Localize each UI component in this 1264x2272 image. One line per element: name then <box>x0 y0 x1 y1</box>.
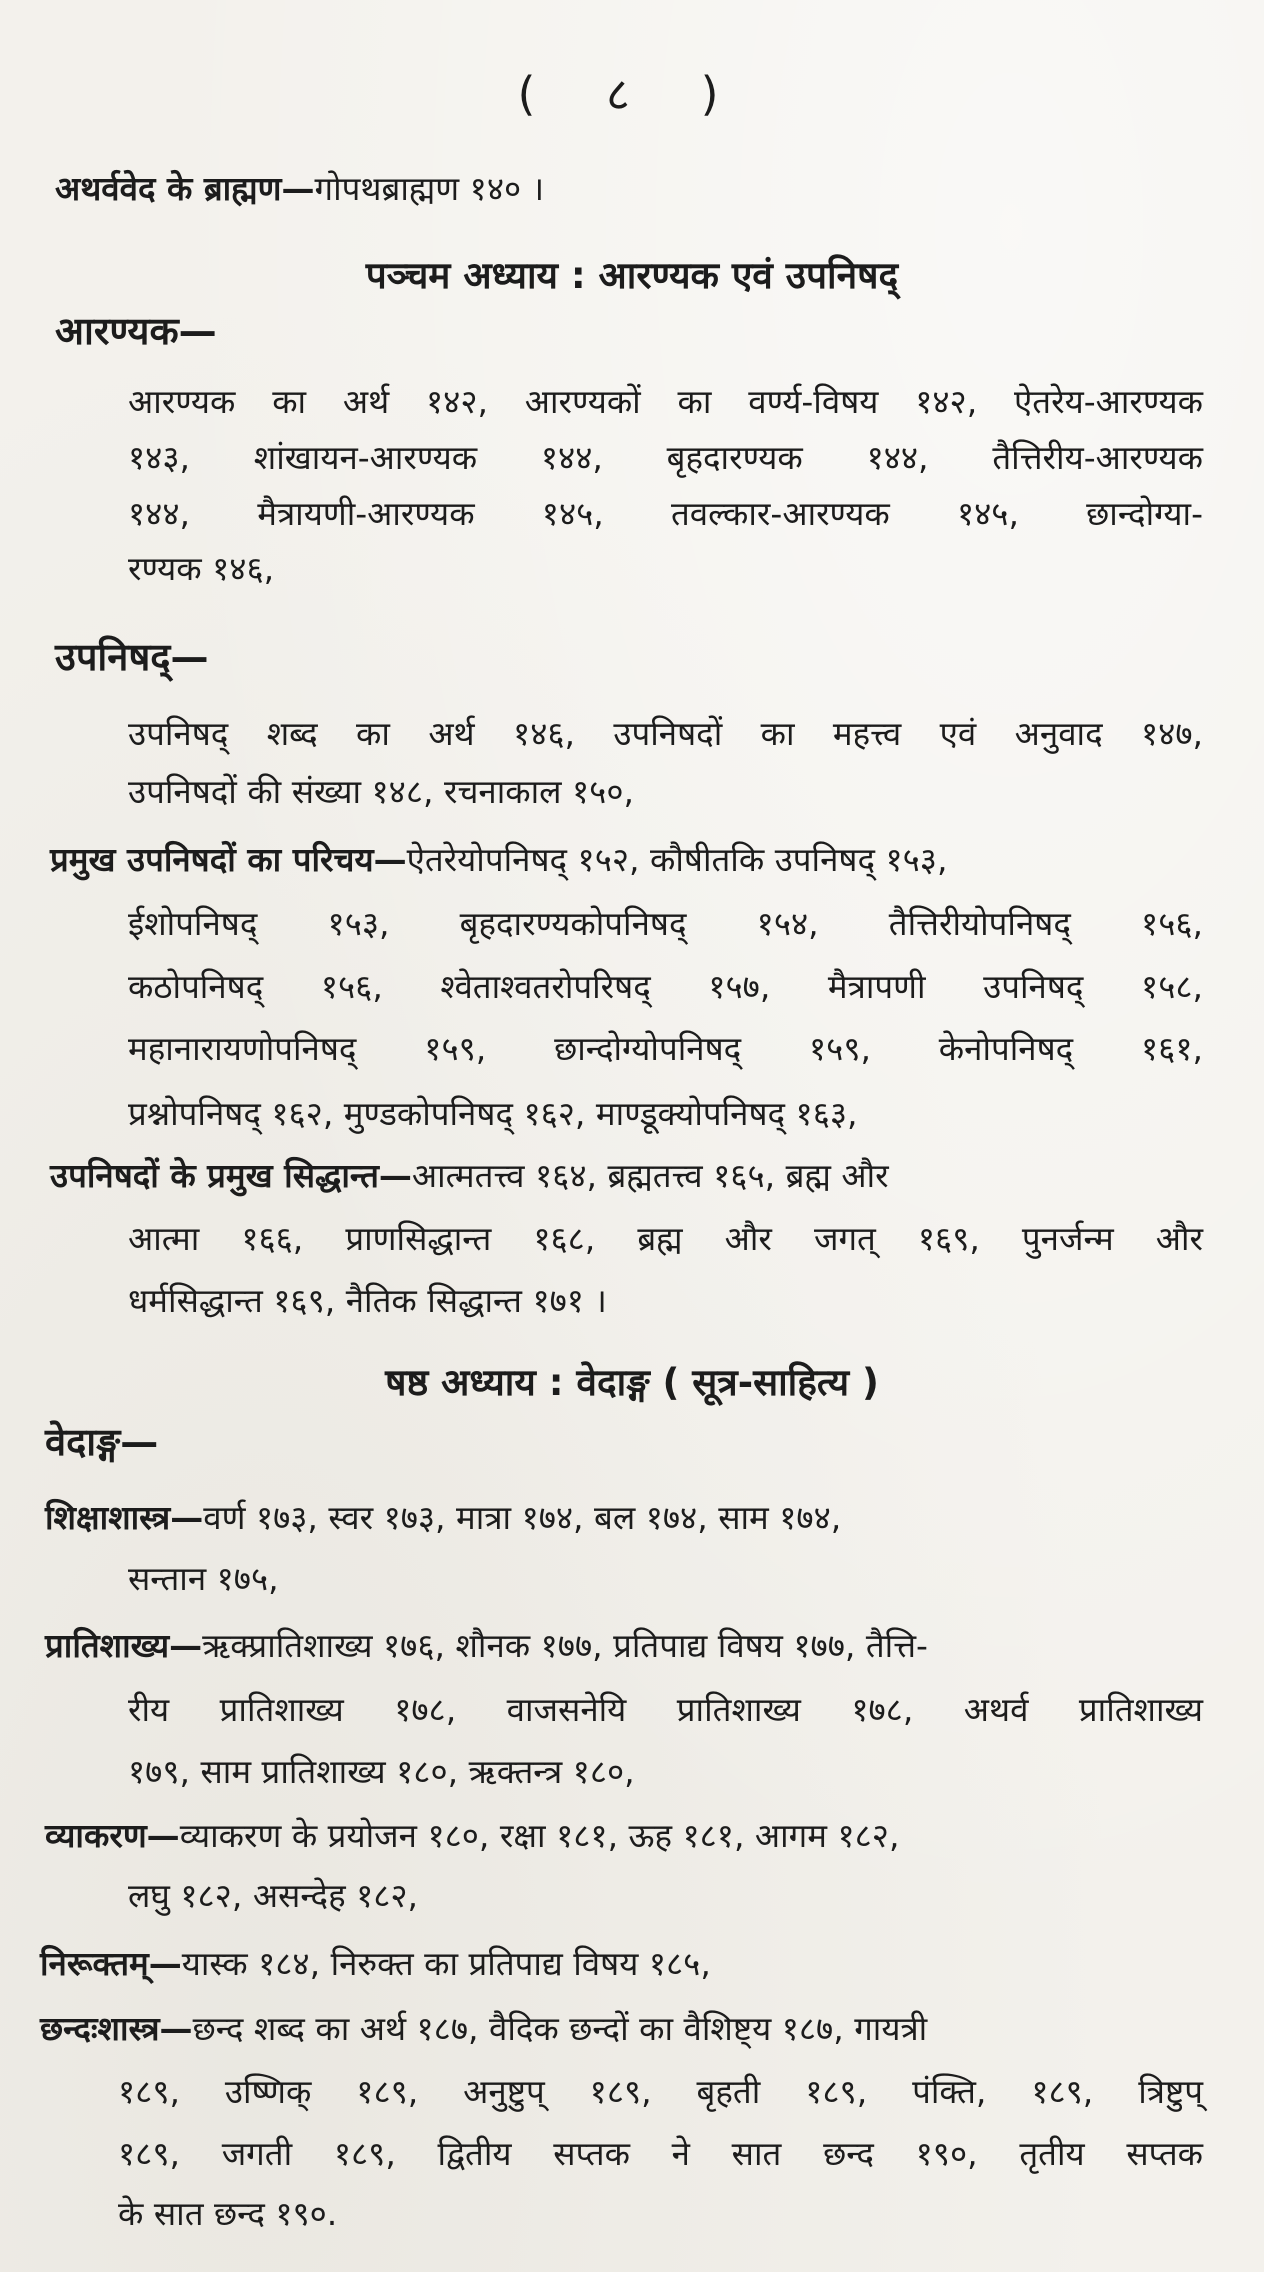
upanishad-line-1: उपनिषद् शब्द का अर्थ १४६, उपनिषदों का महत्त्व एवं अनुवाद १४७, <box>128 714 1203 753</box>
atharvaveda-text: गोपथब्राह्मण १४० । <box>314 169 545 208</box>
pramukh-first: ऐतरेयोपनिषद् १५२, कौषीतकि उपनिषद् १५३, <box>406 840 948 879</box>
vyakaran-line-2: लघु १८२, असन्देह १८२, <box>128 1876 419 1915</box>
upanishad-line-2: उपनिषदों की संख्या १४८, रचनाकाल १५०, <box>128 772 634 811</box>
pratishakhya-line-3: १७९, साम प्रातिशाख्य १८०, ऋक्तन्त्र १८०, <box>128 1752 635 1791</box>
vyakaran-line-1 <box>45 1812 899 1857</box>
siddhant-line-2: आत्मा १६६, प्राणसिद्धान्त १६८, ब्रह्म और जगत् १६९, पुनर्जन्म और <box>128 1219 1203 1258</box>
pratishakhya-line-2: रीय प्रातिशाख्य १७८, वाजसनेयि प्रातिशाख्य १७८, अथर्व प्रातिशाख्य <box>128 1690 1203 1729</box>
aranyak-line-2: १४३, शांखायन-आरण्यक १४४, बृहदारण्यक १४४, तैत्तिरीय-आरण्यक <box>128 438 1203 477</box>
nirukt-line <box>40 1940 711 1985</box>
atharvaveda-line <box>55 165 544 210</box>
siddhant-line-1 <box>50 1152 889 1197</box>
pramukh-label: प्रमुख उपनिषदों का परिचय— <box>50 840 407 879</box>
nirukt-first: यास्क १८४, निरुक्त का प्रतिपाद्य विषय १८५, <box>181 1944 711 1983</box>
aranyak-line-4: रण्यक १४६, <box>128 549 275 588</box>
chhand-label: छन्दःशास्त्र— <box>40 2009 193 2048</box>
pratishakhya-first: ऋक्प्रातिशाख्य १७६, शौनक १७७, प्रतिपाद्य विषय १७७, तैत्ति- <box>202 1626 928 1665</box>
nirukt-label: निरूक्तम्— <box>40 1944 182 1983</box>
pramukh-line-3: कठोपनिषद् १५६, श्वेताश्वतरोपरिषद् १५७, मैत्रापणी उपनिषद् १५८, <box>128 967 1203 1006</box>
vyakaran-first: व्याकरण के प्रयोजन १८०, रक्षा १८१, ऊह १८१, आगम १८२, <box>179 1816 900 1855</box>
chapter-5-title: पञ्चम अध्याय : आरण्यक एवं उपनिषद् <box>365 254 899 297</box>
aranyak-line-3: १४४, मैत्रायणी-आरण्यक १४५, तवल्कार-आरण्यक १४५, छान्दोग्या- <box>128 494 1203 533</box>
pratishakhya-label: प्रातिशाख्य— <box>45 1626 203 1665</box>
shiksha-line-2: सन्तान १७५, <box>128 1559 279 1598</box>
vyakaran-label: व्याकरण— <box>45 1816 180 1855</box>
chhand-line-1 <box>40 2005 927 2050</box>
chhand-line-2: १८९, उष्णिक् १८९, अनुष्टुप् १८९, बृहती १८९, पंक्ति, १८९, त्रिष्टुप् <box>118 2072 1203 2111</box>
siddhant-first: आत्मतत्त्व १६४, ब्रह्मतत्त्व १६५, ब्रह्म और <box>411 1156 889 1195</box>
shiksha-first: वर्ण १७३, स्वर १७३, मात्रा १७४, बल १७४, साम १७४, <box>203 1498 842 1537</box>
siddhant-line-3: धर्मसिद्धान्त १६९, नैतिक सिद्धान्त १७१ । <box>128 1281 607 1320</box>
shiksha-label: शिक्षाशास्त्र— <box>45 1498 204 1537</box>
page-number: ( ८ ) <box>517 67 747 121</box>
shiksha-line-1 <box>45 1494 841 1539</box>
atharvaveda-label: अथर्ववेद के ब्राह्मण— <box>55 169 315 208</box>
pramukh-line-4: महानारायणोपनिषद् १५९, छान्दोग्योपनिषद् १५९, केनोपनिषद् १६१, <box>128 1029 1203 1068</box>
siddhant-label: उपनिषदों के प्रमुख सिद्धान्त— <box>50 1156 412 1195</box>
aranyak-line-1: आरण्यक का अर्थ १४२, आरण्यकों का वर्ण्य-विषय १४२, ऐतरेय-आरण्यक <box>128 382 1203 421</box>
pratishakhya-line-1 <box>45 1622 928 1667</box>
pramukh-line-5: प्रश्नोपनिषद् १६२, मुण्डकोपनिषद् १६२, माण्डूक्योपनिषद् १६३, <box>128 1094 858 1133</box>
vedang-heading: वेदाङ्ग— <box>45 1420 159 1464</box>
pramukh-line-1 <box>50 836 947 881</box>
pramukh-line-2: ईशोपनिषद् १५३, बृहदारण्यकोपनिषद् १५४, तैत्तिरीयोपनिषद् १५६, <box>128 904 1203 943</box>
chhand-line-4: के सात छन्द १९०. <box>118 2194 338 2233</box>
chapter-6-title: षष्ठ अध्याय : वेदाङ्ग ( सूत्र-साहित्य ) <box>385 1361 879 1404</box>
aranyak-heading: आरण्यक— <box>55 309 217 353</box>
chhand-first: छन्द शब्द का अर्थ १८७, वैदिक छन्दों का वैशिष्ट्य १८७, गायत्री <box>192 2009 928 2048</box>
upanishad-heading: उपनिषद्— <box>55 635 209 679</box>
chhand-line-3: १८९, जगती १८९, द्वितीय सप्तक ने सात छन्द १९०, तृतीय सप्तक <box>118 2134 1203 2173</box>
